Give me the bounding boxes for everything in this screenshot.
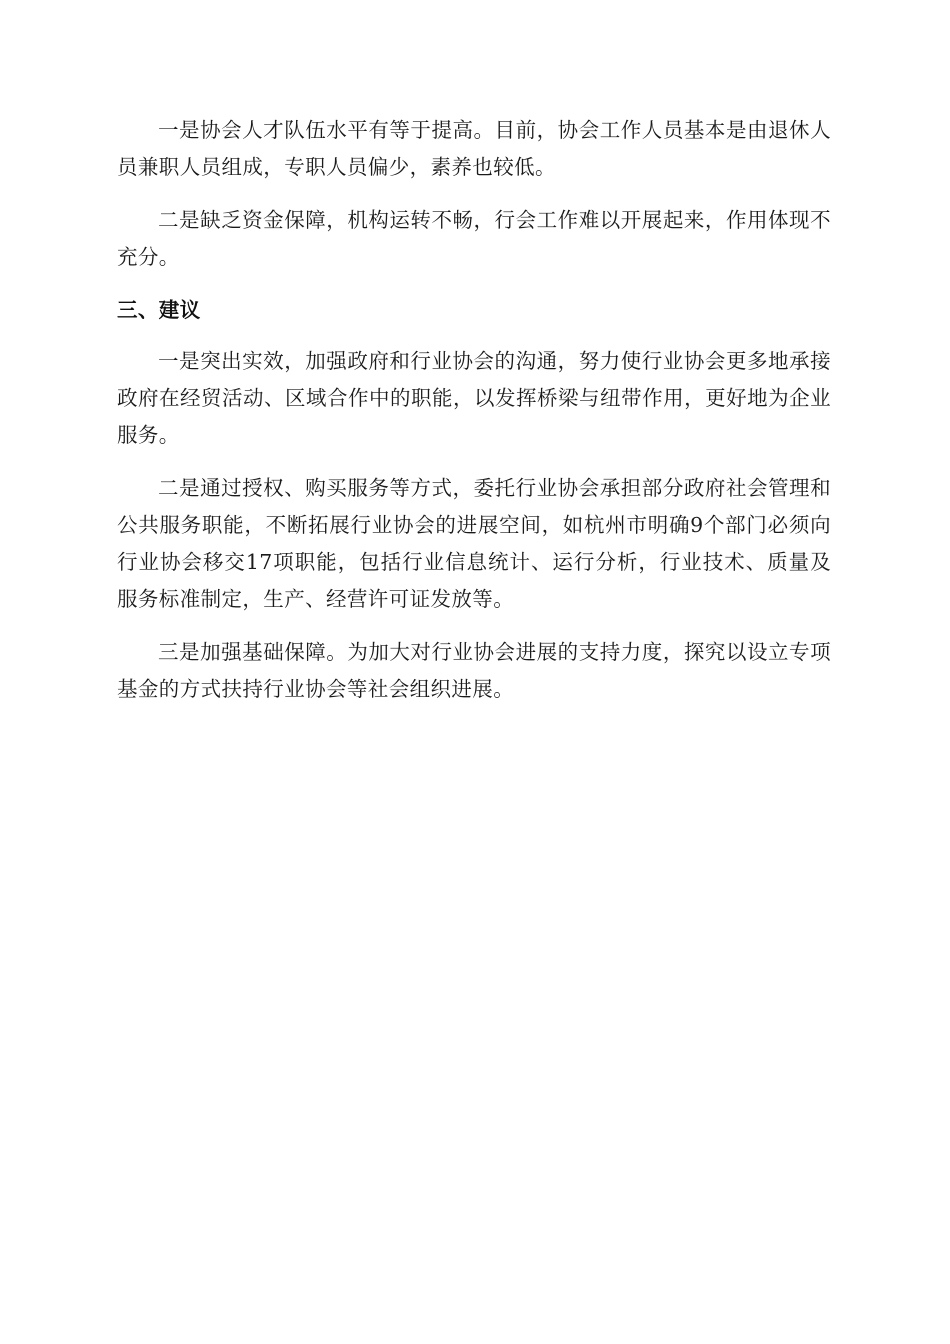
paragraph-funding-issue: 二是缺乏资金保障，机构运转不畅，行会工作难以开展起来，作用体现不充分。 (117, 208, 831, 269)
section-heading-suggestions: 三、建议 (117, 298, 201, 322)
paragraph-talent-issue: 一是协会人才队伍水平有等于提高。目前，协会工作人员基本是由退休人员兼职人员组成，专职人员偏少，素养也较低。 (117, 118, 831, 179)
paragraph-suggestion-two: 二是通过授权、购买服务等方式，委托行业协会承担部分政府社会管理和公共服务职能，不断拓展行业协会的进展空间，如杭州市明确9个部门必须向行业协会移交17项职能，包括行业信息统计、运行分析，行业技术、质量及服务标准制定，生产、经营许可证发放等。 (117, 476, 831, 611)
document-body (117, 112, 831, 724)
paragraph-suggestion-one: 一是突出实效，加强政府和行业协会的沟通，努力使行业协会更多地承接政府在经贸活动、区域合作中的职能，以发挥桥梁与纽带作用，更好地为企业服务。 (117, 349, 831, 447)
paragraph-suggestion-three: 三是加强基础保障。为加大对行业协会进展的支持力度，探究以设立专项基金的方式扶持行业协会等社会组织进展。 (117, 640, 831, 701)
